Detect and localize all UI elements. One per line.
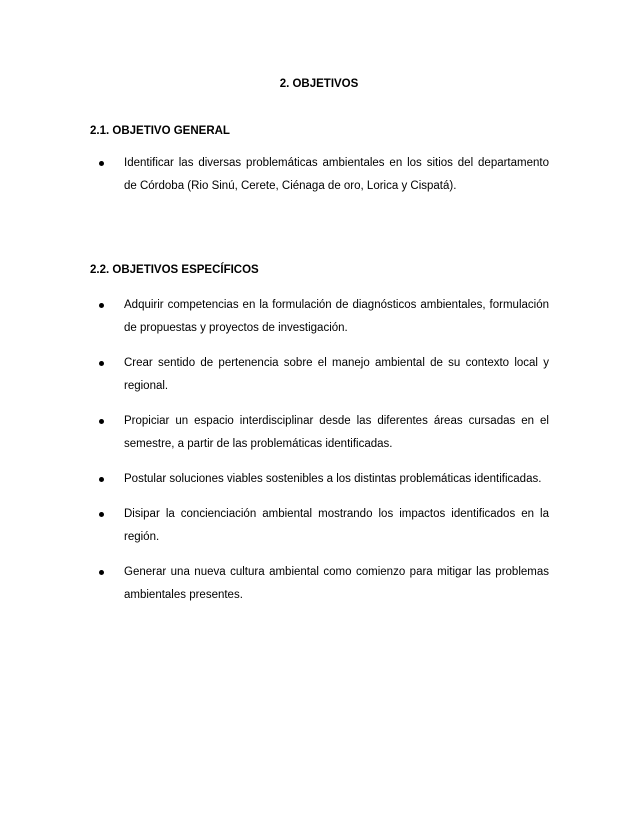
specific-objective-text: Postular soluciones viables sostenibles a los distintas problemáticas identificadas.	[124, 473, 542, 485]
specific-objective-text: Propiciar un espacio interdisciplinar desde las diferentes áreas cursadas en el semestre, a partir de las problemáticas identificadas.	[124, 415, 549, 450]
specific-objective-text: Adquirir competencias en la formulación de diagnósticos ambientales, formulación de propuestas y proyectos de investigación.	[124, 299, 549, 334]
general-objective-text: Identificar las diversas problemáticas ambientales en los sitios del departamento de Córdoba (Rio Sinú, Cerete, Ciénaga de oro, Lorica y Cispatá).	[124, 157, 549, 192]
bullet-icon	[99, 419, 104, 424]
specific-objective-item	[90, 294, 549, 340]
bullet-icon	[99, 303, 104, 308]
bullet-icon	[99, 512, 104, 517]
bullet-icon	[99, 161, 104, 166]
specific-objective-item	[90, 410, 549, 456]
specific-objective-text: Disipar la concienciación ambiental mostrando los impactos identificados en la región.	[124, 508, 549, 543]
bullet-icon	[99, 570, 104, 575]
specific-objectives-heading: 2.2. OBJETIVOS ESPECÍFICOS	[90, 264, 259, 276]
general-objective-list	[90, 152, 549, 210]
bullet-icon	[99, 361, 104, 366]
specific-objective-text: Generar una nueva cultura ambiental como comienzo para mitigar las problemas ambientales presentes.	[124, 566, 549, 601]
document-title: 2. OBJETIVOS	[279, 77, 359, 90]
specific-objectives-list	[90, 294, 549, 619]
general-objective-heading: 2.1. OBJETIVO GENERAL	[90, 125, 230, 137]
specific-objective-item	[90, 503, 549, 549]
specific-objective-item	[90, 352, 549, 398]
general-objective-item	[90, 152, 549, 198]
specific-objective-text: Crear sentido de pertenencia sobre el manejo ambiental de su contexto local y regional.	[124, 357, 549, 392]
specific-objective-item	[90, 468, 549, 491]
specific-objective-item	[90, 561, 549, 607]
bullet-icon	[99, 477, 104, 482]
